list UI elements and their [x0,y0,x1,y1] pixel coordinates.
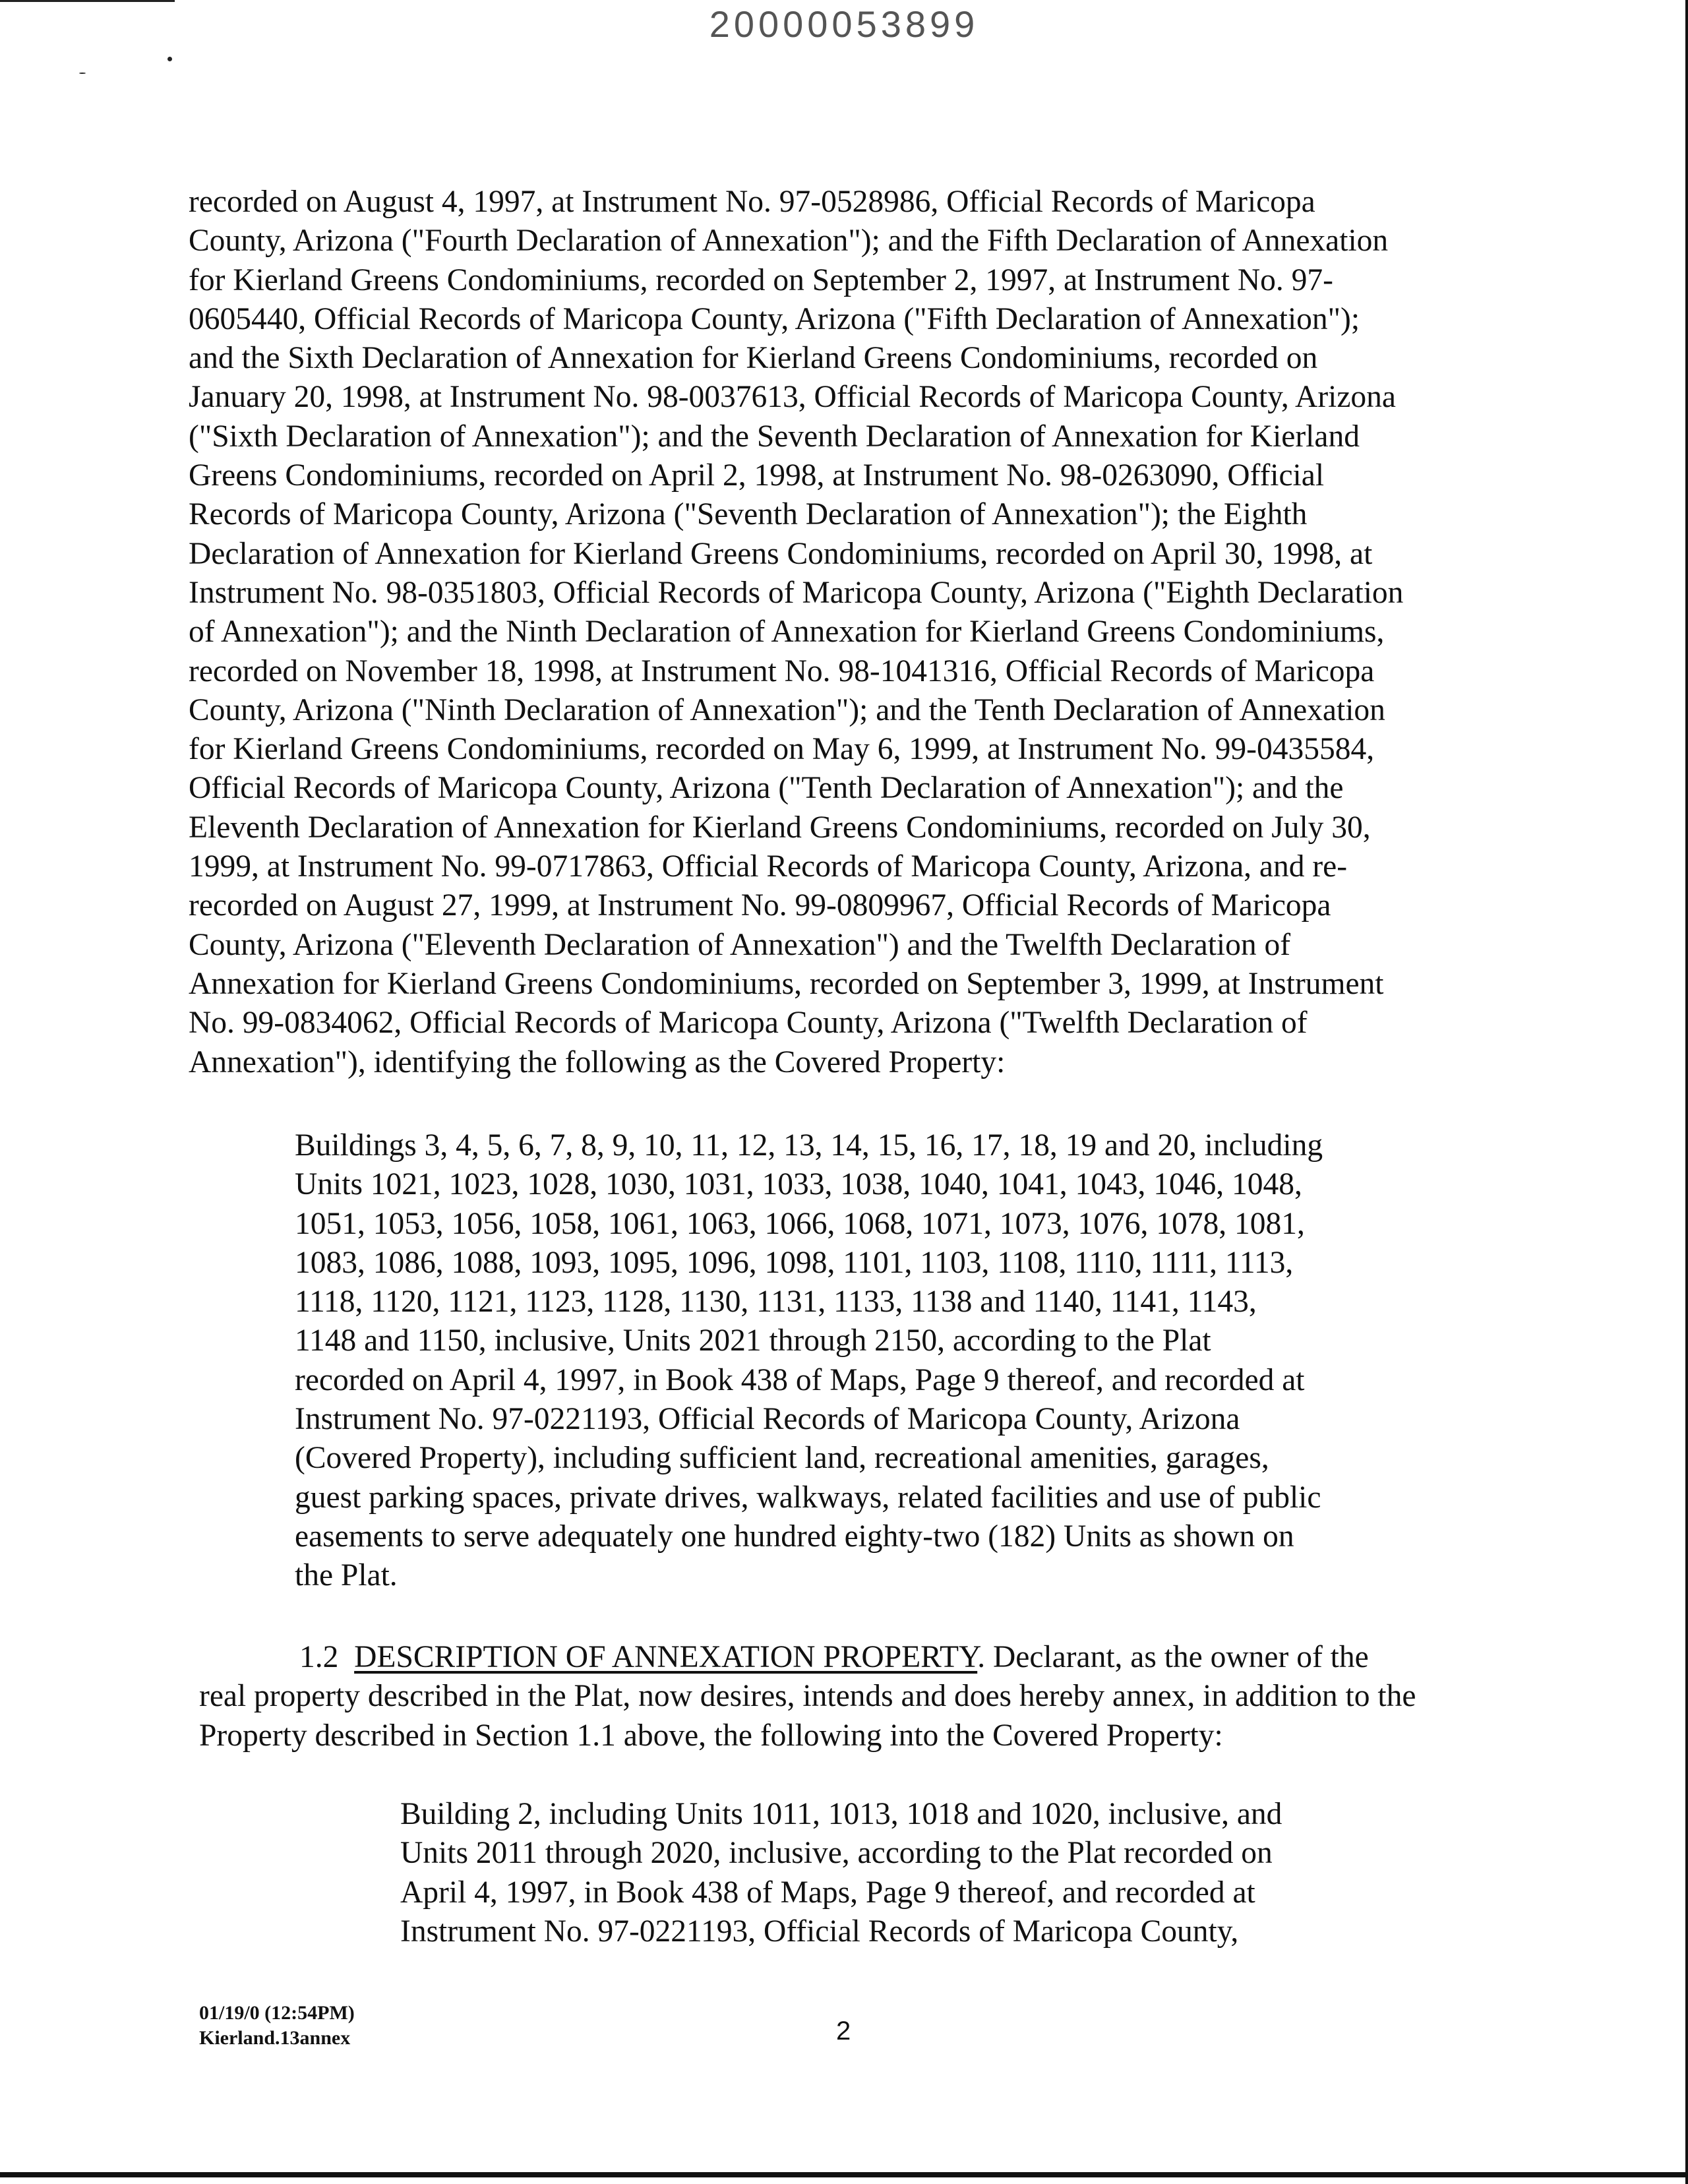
text-line: real property described in the Plat, now desires, intends and does hereby annex, in addition to the [199,1679,1416,1714]
text-line: for Kierland Greens Condominiums, recorded on May 6, 1999, at Instrument No. 99-0435584, [189,732,1375,767]
annexation-property-description [400,1795,1402,1951]
scan-edge-right [1685,0,1688,2184]
text-line: recorded on August 4, 1997, at Instrument No. 97-0528986, Official Records of Maricopa [189,185,1315,219]
text-line: 1999, at Instrument No. 99-0717863, Official Records of Maricopa County, Arizona, and re- [189,849,1348,884]
text-line: the Plat. [295,1558,398,1593]
recitals-paragraph [189,183,1494,1082]
scan-speck [79,73,86,74]
text-line: Units 1021, 1023, 1028, 1030, 1031, 1033, 1038, 1040, 1041, 1043, 1046, 1048, [295,1167,1302,1202]
text-line: Instrument No. 98-0351803, Official Records of Maricopa County, Arizona ("Eighth Declaration [189,575,1404,610]
text-line: Eleventh Declaration of Annexation for Kierland Greens Condominiums, recorded on July 30, [189,810,1371,845]
text-line: ("Sixth Declaration of Annexation"); and the Seventh Declaration of Annexation for Kierland [189,419,1360,454]
text-line: County, Arizona ("Eleventh Declaration of Annexation") and the Twelfth Declaration of [189,927,1291,962]
text-line: Annexation for Kierland Greens Condominiums, recorded on September 3, 1999, at Instrument [189,966,1384,1001]
text-line: 1148 and 1150, inclusive, Units 2021 through 2150, according to the Plat [295,1323,1211,1358]
text-line: of Annexation"); and the Ninth Declaration of Annexation for Kierland Greens Condominiums, [189,615,1385,650]
footer-file-info [199,2001,355,2051]
text-line: Instrument No. 97-0221193, Official Records of Maricopa County, [400,1914,1239,1949]
text-line: recorded on August 27, 1999, at Instrument No. 99-0809967, Official Records of Maricopa [189,888,1331,923]
text-line: (Covered Property), including sufficient land, recreational amenities, garages, [295,1441,1269,1476]
text-line: Units 2011 through 2020, inclusive, according to the Plat recorded on [400,1836,1273,1871]
text-line: and the Sixth Declaration of Annexation for Kierland Greens Condominiums, recorded on [189,341,1318,376]
text-line: for Kierland Greens Condominiums, recorded on September 2, 1997, at Instrument No. 97- [189,262,1333,297]
text-line: 1118, 1120, 1121, 1123, 1128, 1130, 1131, 1133, 1138 and 1140, 1141, 1143, [295,1285,1257,1320]
text-line: recorded on November 18, 1998, at Instrument No. 98-1041316, Official Records of Maricopa [189,653,1375,688]
text-line: 0605440, Official Records of Maricopa County, Arizona ("Fifth Declaration of Annexation"); [189,301,1360,336]
text-line: recorded on April 4, 1997, in Book 438 of Maps, Page 9 thereof, and recorded at [295,1362,1305,1397]
document-number: 20000053899 [709,3,979,45]
text-line: Building 2, including Units 1011, 1013, 1018 and 1020, inclusive, and [400,1797,1282,1831]
text-line: April 4, 1997, in Book 438 of Maps, Page 9 thereof, and recorded at [400,1875,1255,1910]
text-line: easements to serve adequately one hundred eighty-two (182) Units as shown on [295,1519,1294,1554]
text-line: Official Records of Maricopa County, Arizona ("Tenth Declaration of Annexation"); and the [189,771,1344,806]
text-line: guest parking spaces, private drives, walkways, related facilities and use of public [295,1480,1321,1515]
section-number: 1.2 [299,1640,339,1674]
section-1-2-paragraph [199,1638,1505,1755]
text-line: January 20, 1998, at Instrument No. 98-0037613, Official Records of Maricopa County, Arizona [189,380,1396,415]
section-heading: DESCRIPTION OF ANNEXATION PROPERTY [354,1640,978,1674]
section-1-2-first-line [199,1638,1505,1677]
scan-speck [167,57,172,61]
footer-file-name: Kierland.13annex [199,2027,351,2049]
text-line: Buildings 3, 4, 5, 6, 7, 8, 9, 10, 11, 12, 13, 14, 15, 16, 17, 18, 19 and 20, including [295,1128,1323,1163]
scan-edge-bottom [0,2172,1688,2177]
footer-timestamp: 01/19/0 (12:54PM) [199,2002,355,2024]
text-line: County, Arizona ("Fourth Declaration of Annexation"); and the Fifth Declaration of Annexation [189,224,1389,258]
text-line: Property described in Section 1.1 above, the following into the Covered Property: [199,1718,1223,1753]
page-number: 2 [836,2017,851,2046]
text-line: Greens Condominiums, recorded on April 2, 1998, at Instrument No. 98-0263090, Official [189,458,1325,493]
text-line: County, Arizona ("Ninth Declaration of Annexation"); and the Tenth Declaration of Annexation [189,692,1385,727]
text-line: No. 99-0834062, Official Records of Maricopa County, Arizona ("Twelfth Declaration of [189,1006,1308,1041]
covered-property-description [295,1126,1402,1596]
scan-edge-top [0,0,175,2]
section-first-line-text: . Declarant, as the owner of the [977,1640,1369,1674]
text-line: Annexation"), identifying the following as the Covered Property: [189,1045,1006,1079]
text-line: Instrument No. 97-0221193, Official Records of Maricopa County, Arizona [295,1402,1240,1437]
text-line: Records of Maricopa County, Arizona ("Seventh Declaration of Annexation"); the Eighth [189,497,1308,532]
text-line: 1083, 1086, 1088, 1093, 1095, 1096, 1098, 1101, 1103, 1108, 1110, 1111, 1113, [295,1245,1294,1280]
text-line: 1051, 1053, 1056, 1058, 1061, 1063, 1066, 1068, 1071, 1073, 1076, 1078, 1081, [295,1206,1305,1241]
text-line: Declaration of Annexation for Kierland Greens Condominiums, recorded on April 30, 1998, at [189,536,1373,571]
